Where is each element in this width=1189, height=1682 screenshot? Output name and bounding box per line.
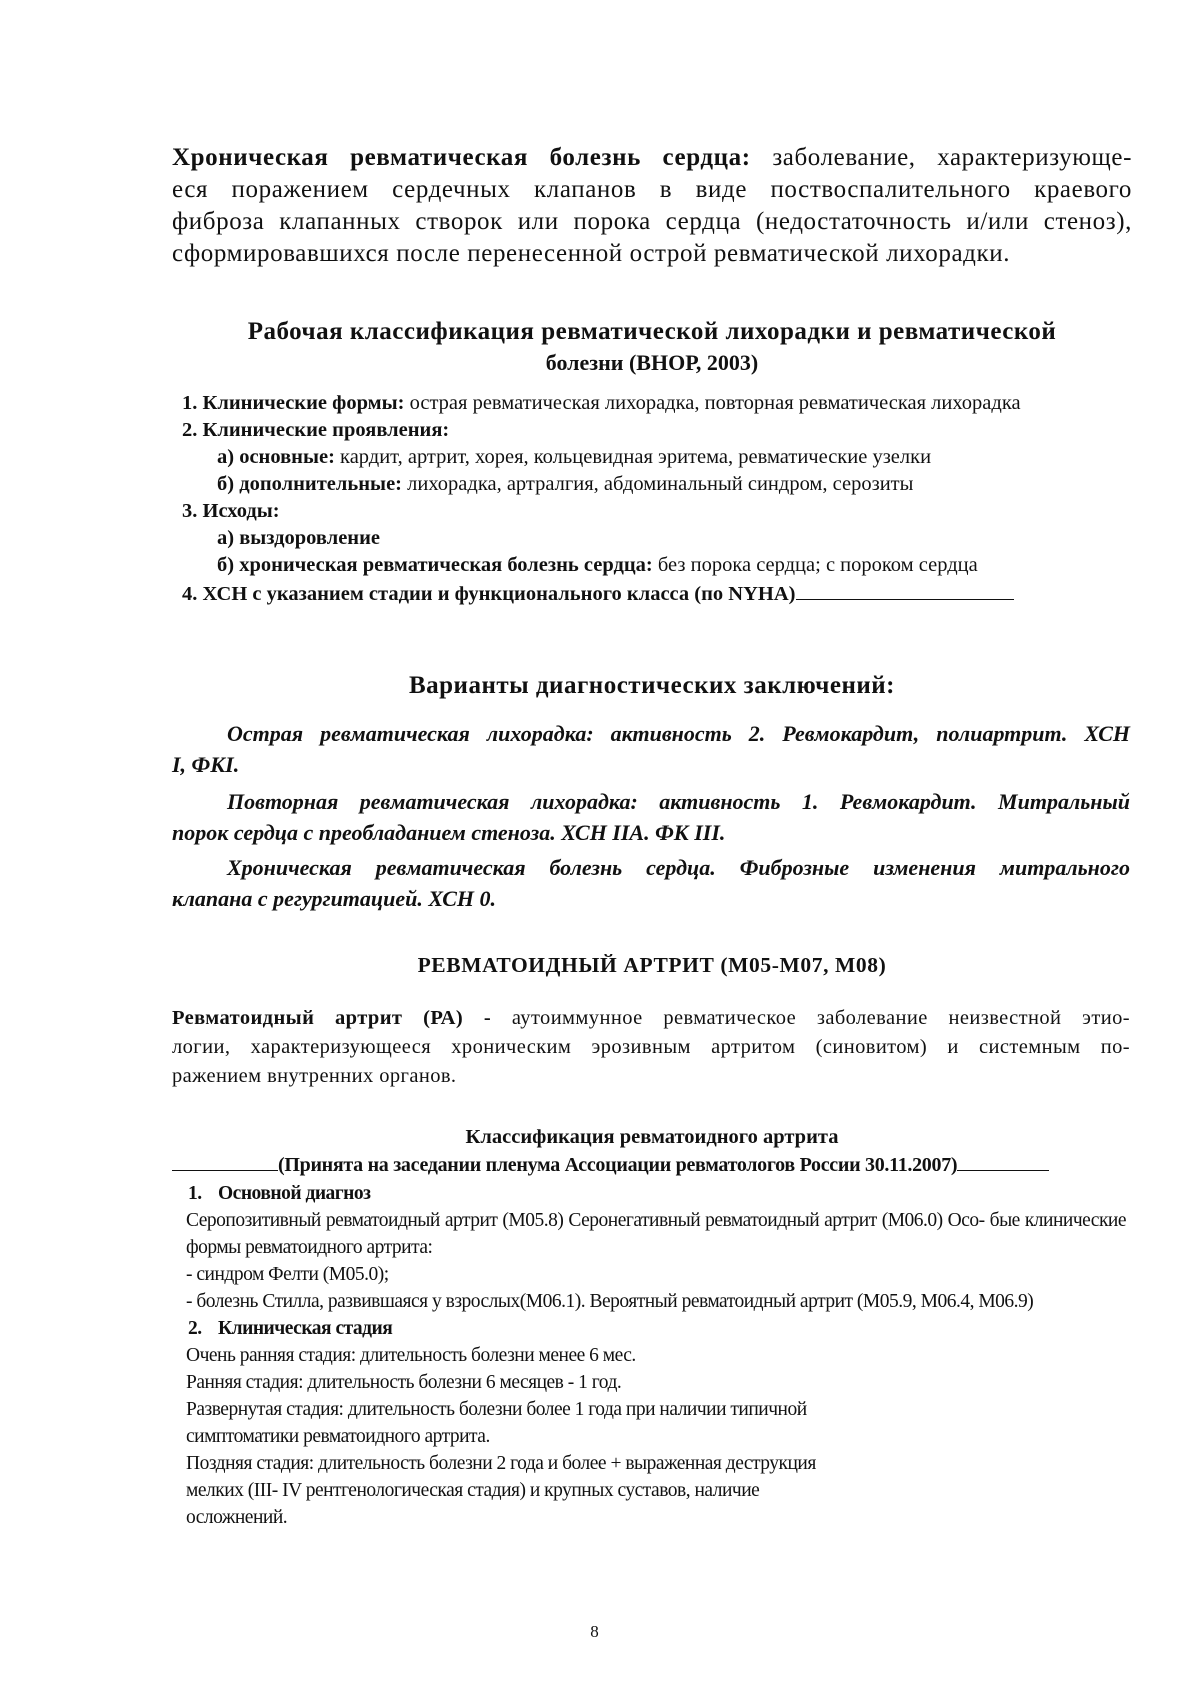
ra-section-2-text: симптоматики ревматоидного артрита. bbox=[186, 1426, 490, 1447]
classification-item-3a: а) выздоровление bbox=[217, 527, 381, 549]
classification-item-2: 2. Клинические проявления: bbox=[182, 419, 450, 441]
ra-definition: Ревматоидный артрит (РА) - аутоиммунное ревматическое заболевание неизвестной этио- логии, характеризующееся хроническим эрозивным артритом (синовитом) и системным по- ражением внутренних органов. bbox=[172, 1007, 1130, 1087]
classification-item-2b: б) дополнительные: лихорадка, артралгия, абдоминальный синдром, серозиты bbox=[217, 473, 914, 495]
ra-section-2-text: мелких (III- IV рентгенологическая стадия) и крупных суставов, наличие bbox=[186, 1480, 760, 1501]
variant-2: Повторная ревматическая лихорадка: активность 1. Ревмокардит. Митральный порок сердца с преобладанием стеноза. ХСН IIА. ФК III. bbox=[172, 789, 1130, 845]
ra-classification-heading: Классификация ревматоидного артрита bbox=[465, 1126, 839, 1148]
classification-item-2a: а) основные: кардит, артрит, хорея, кольцевидная эритема, ревматические узелки bbox=[217, 446, 932, 468]
ra-section-1-text: Серопозитивный ревматоидный артрит (М05.8) Серонегативный ревматоидный артрит (М06.0) Осо- бые клинические формы ревматоидного артрита: bbox=[186, 1210, 1127, 1258]
underline-right bbox=[957, 1152, 1049, 1171]
underline-left bbox=[172, 1152, 278, 1171]
ra-section-1-text: - синдром Фелти (М05.0); bbox=[186, 1264, 389, 1285]
definition-line: фиброза клапанных створок или порока сердца (недостаточность и/или стеноз), bbox=[172, 208, 1132, 235]
classification-heading-line1: Рабочая классификация ревматической лихорадки и ревматической bbox=[247, 318, 1057, 345]
ra-section-2-heading: 2. Клиническая стадия bbox=[188, 1318, 393, 1339]
ra-classification-subtitle: (Принята на заседании пленума Ассоциации ревматологов России 30.11.2007) bbox=[172, 1152, 1132, 1179]
page-number: 8 bbox=[590, 1622, 599, 1641]
classification-item-4: 4. ХСН с указанием стадии и функционального класса (по NYHA) bbox=[182, 579, 1122, 608]
definition-chronic-rheumatic-heart-disease bbox=[172, 142, 1132, 270]
ra-section-heading: РЕВМАТОИДНЫЙ АРТРИТ (М05-М07, М08) bbox=[417, 953, 887, 977]
variants-heading: Варианты диагностических заключений: bbox=[408, 672, 896, 699]
classification-item-1: 1. Клинические формы: острая ревматическая лихорадка, повторная ревматическая лихорадка bbox=[182, 392, 1021, 414]
ra-section-2-text: осложнений. bbox=[186, 1507, 288, 1528]
definition-term: Хроническая ревматическая болезнь сердца: bbox=[172, 144, 751, 171]
fill-in-blank-line bbox=[796, 579, 1014, 600]
classification-item-3b: б) хроническая ревматическая болезнь сердца: без порока сердца; с пороком сердца bbox=[217, 554, 978, 576]
ra-term: Ревматоидный артрит (РА) - bbox=[172, 1007, 492, 1029]
ra-section-2-text: Очень ранняя стадия: длительность болезни менее 6 мес. bbox=[186, 1345, 636, 1366]
classification-heading-line2: болезни (ВНОР, 2003) bbox=[545, 350, 759, 375]
classification-heading bbox=[172, 316, 1132, 378]
ra-section-2-text: Развернутая стадия: длительность болезни более 1 года при наличии типичной bbox=[186, 1399, 807, 1420]
ra-section-1-text: - болезнь Стилла, развившаяся у взрослых(М06.1). Вероятный ревматоидный артрит (М05.9, М06.4, М06.9) bbox=[186, 1291, 1034, 1312]
variant-1: Острая ревматическая лихорадка: активность 2. Ревмокардит, полиартрит. ХСН I, ФКI. bbox=[172, 721, 1130, 777]
ra-classification-list bbox=[186, 1180, 1126, 1531]
ra-section-2-text: Ранняя стадия: длительность болезни 6 месяцев - 1 год. bbox=[186, 1372, 622, 1393]
classification-item-3: 3. Исходы: bbox=[182, 500, 280, 522]
ra-section-2-text: Поздняя стадия: длительность болезни 2 года и более + выраженная деструкция bbox=[186, 1453, 816, 1474]
definition-line: сформировавшихся после перенесенной острой ревматической лихорадки. bbox=[172, 240, 1011, 267]
classification-list bbox=[182, 390, 1122, 608]
definition-line: еся поражением сердечных клапанов в виде поствоспалительного краевого bbox=[172, 176, 1132, 203]
ra-section-1-heading: 1. Основной диагноз bbox=[188, 1183, 371, 1204]
definition-line: Хроническая ревматическая болезнь сердца: заболевание, характеризующе- bbox=[172, 144, 1132, 171]
variant-3: Хроническая ревматическая болезнь сердца. Фиброзные изменения митрального клапана с регургитацией. ХСН 0. bbox=[172, 855, 1130, 911]
